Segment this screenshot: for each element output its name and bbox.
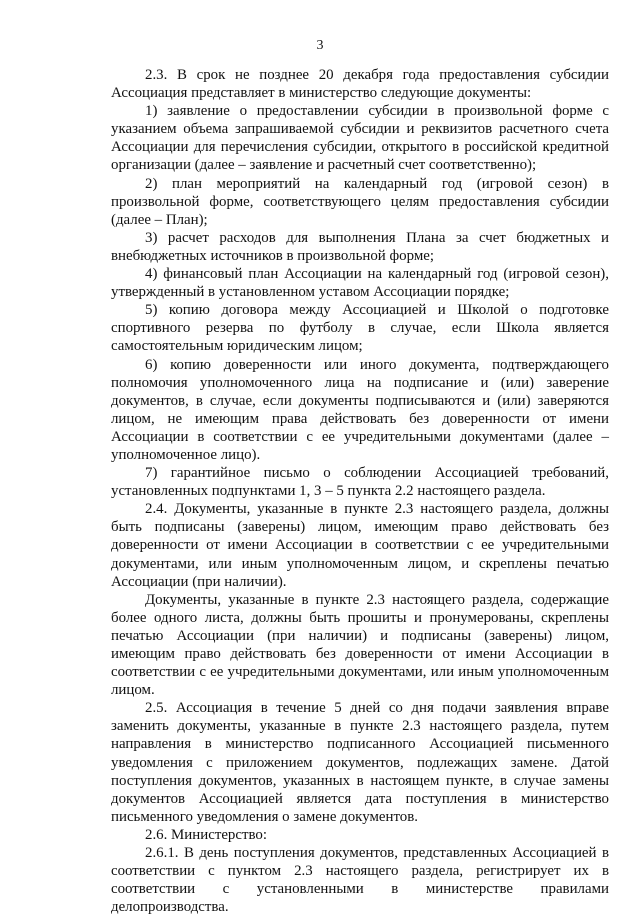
list-item-6: 6) копию доверенности или иного документа, подтверждающего полномочия уполномоченного лица на подписание и (или) заверение документов, в случае, если документы подписываются и (или) заверяются лицом, не имеющим права действовать без доверенности от имени Ассоциации в соответствии с ее учредительными документами (далее – уполномоченное лицо). (111, 356, 609, 463)
paragraph-2-5: 2.5. Ассоциация в течение 5 дней со дня подачи заявления вправе заменить документы, указанные в пункте 2.3 настоящего раздела, путем направления в министерство подписанного Ассоциацией письменного уведомления с приложением документов, подлежащих замене. Датой поступления документов, указанных в настоящем пункте, в случае замены документов Ассоциацией является дата поступления в министерство письменного уведомления о замене документов. (111, 700, 609, 825)
document-body (111, 66, 609, 916)
list-item-4: 4) финансовый план Ассоциации на календарный год (игровой сезон), утвержденный в установленном уставом Ассоциации порядке; (111, 266, 609, 301)
paragraph-2-4: 2.4. Документы, указанные в пункте 2.3 настоящего раздела, должны быть подписаны (заверены) лицом, имеющим право действовать без доверенности от имени Ассоциации в соответствии с ее учредительными документами, или иным уполномоченным лицом, и скреплены печатью Ассоциации (при наличии). (111, 501, 609, 590)
paragraph-2-6-1: 2.6.1. В день поступления документов, представленных Ассоциацией в соответствии с пунктом 2.3 настоящего раздела, регистрирует их в соответствии с установленными в министерстве правилами делопроизводства. (111, 845, 609, 916)
list-item-3: 3) расчет расходов для выполнения Плана за счет бюджетных и внебюджетных источников в произвольной форме; (111, 229, 609, 264)
list-item-5: 5) копию договора между Ассоциацией и Школой о подготовке спортивного резерва по футболу в случае, если Школа является самостоятельным юридическим лицом; (111, 302, 609, 355)
list-item-7: 7) гарантийное письмо о соблюдении Ассоциацией требований, установленных подпунктами 1, 3 – 5 пункта 2.2 настоящего раздела. (111, 465, 609, 500)
paragraph-2-4-continued: Документы, указанные в пункте 2.3 настоящего раздела, содержащие более одного листа, должны быть прошиты и пронумерованы, скреплены печатью Ассоциации (при наличии) и подписаны (заверены) лицом, имеющим право действовать без доверенности от имени Ассоциации в соответствии с ее учредительными документами, или иным уполномоченным лицом. (111, 591, 609, 699)
paragraph-2-6: 2.6. Министерство: (145, 826, 268, 843)
page-number: 3 (316, 38, 324, 53)
list-item-1: 1) заявление о предоставлении субсидии в произвольной форме с указанием объема запрашиваемой субсидии и реквизитов расчетного счета Ассоциации для перечисления субсидии, открытого в российской кредитной организации (далее – заявление и расчетный счет соответственно); (111, 103, 609, 174)
paragraph-2-3: 2.3. В срок не позднее 20 декабря года предоставления субсидии Ассоциация представляет в министерство следующие документы: (111, 67, 609, 102)
list-item-2: 2) план мероприятий на календарный год (игровой сезон) в произвольной форме, соответствующего целям предоставления субсидии (далее – План); (111, 175, 609, 228)
